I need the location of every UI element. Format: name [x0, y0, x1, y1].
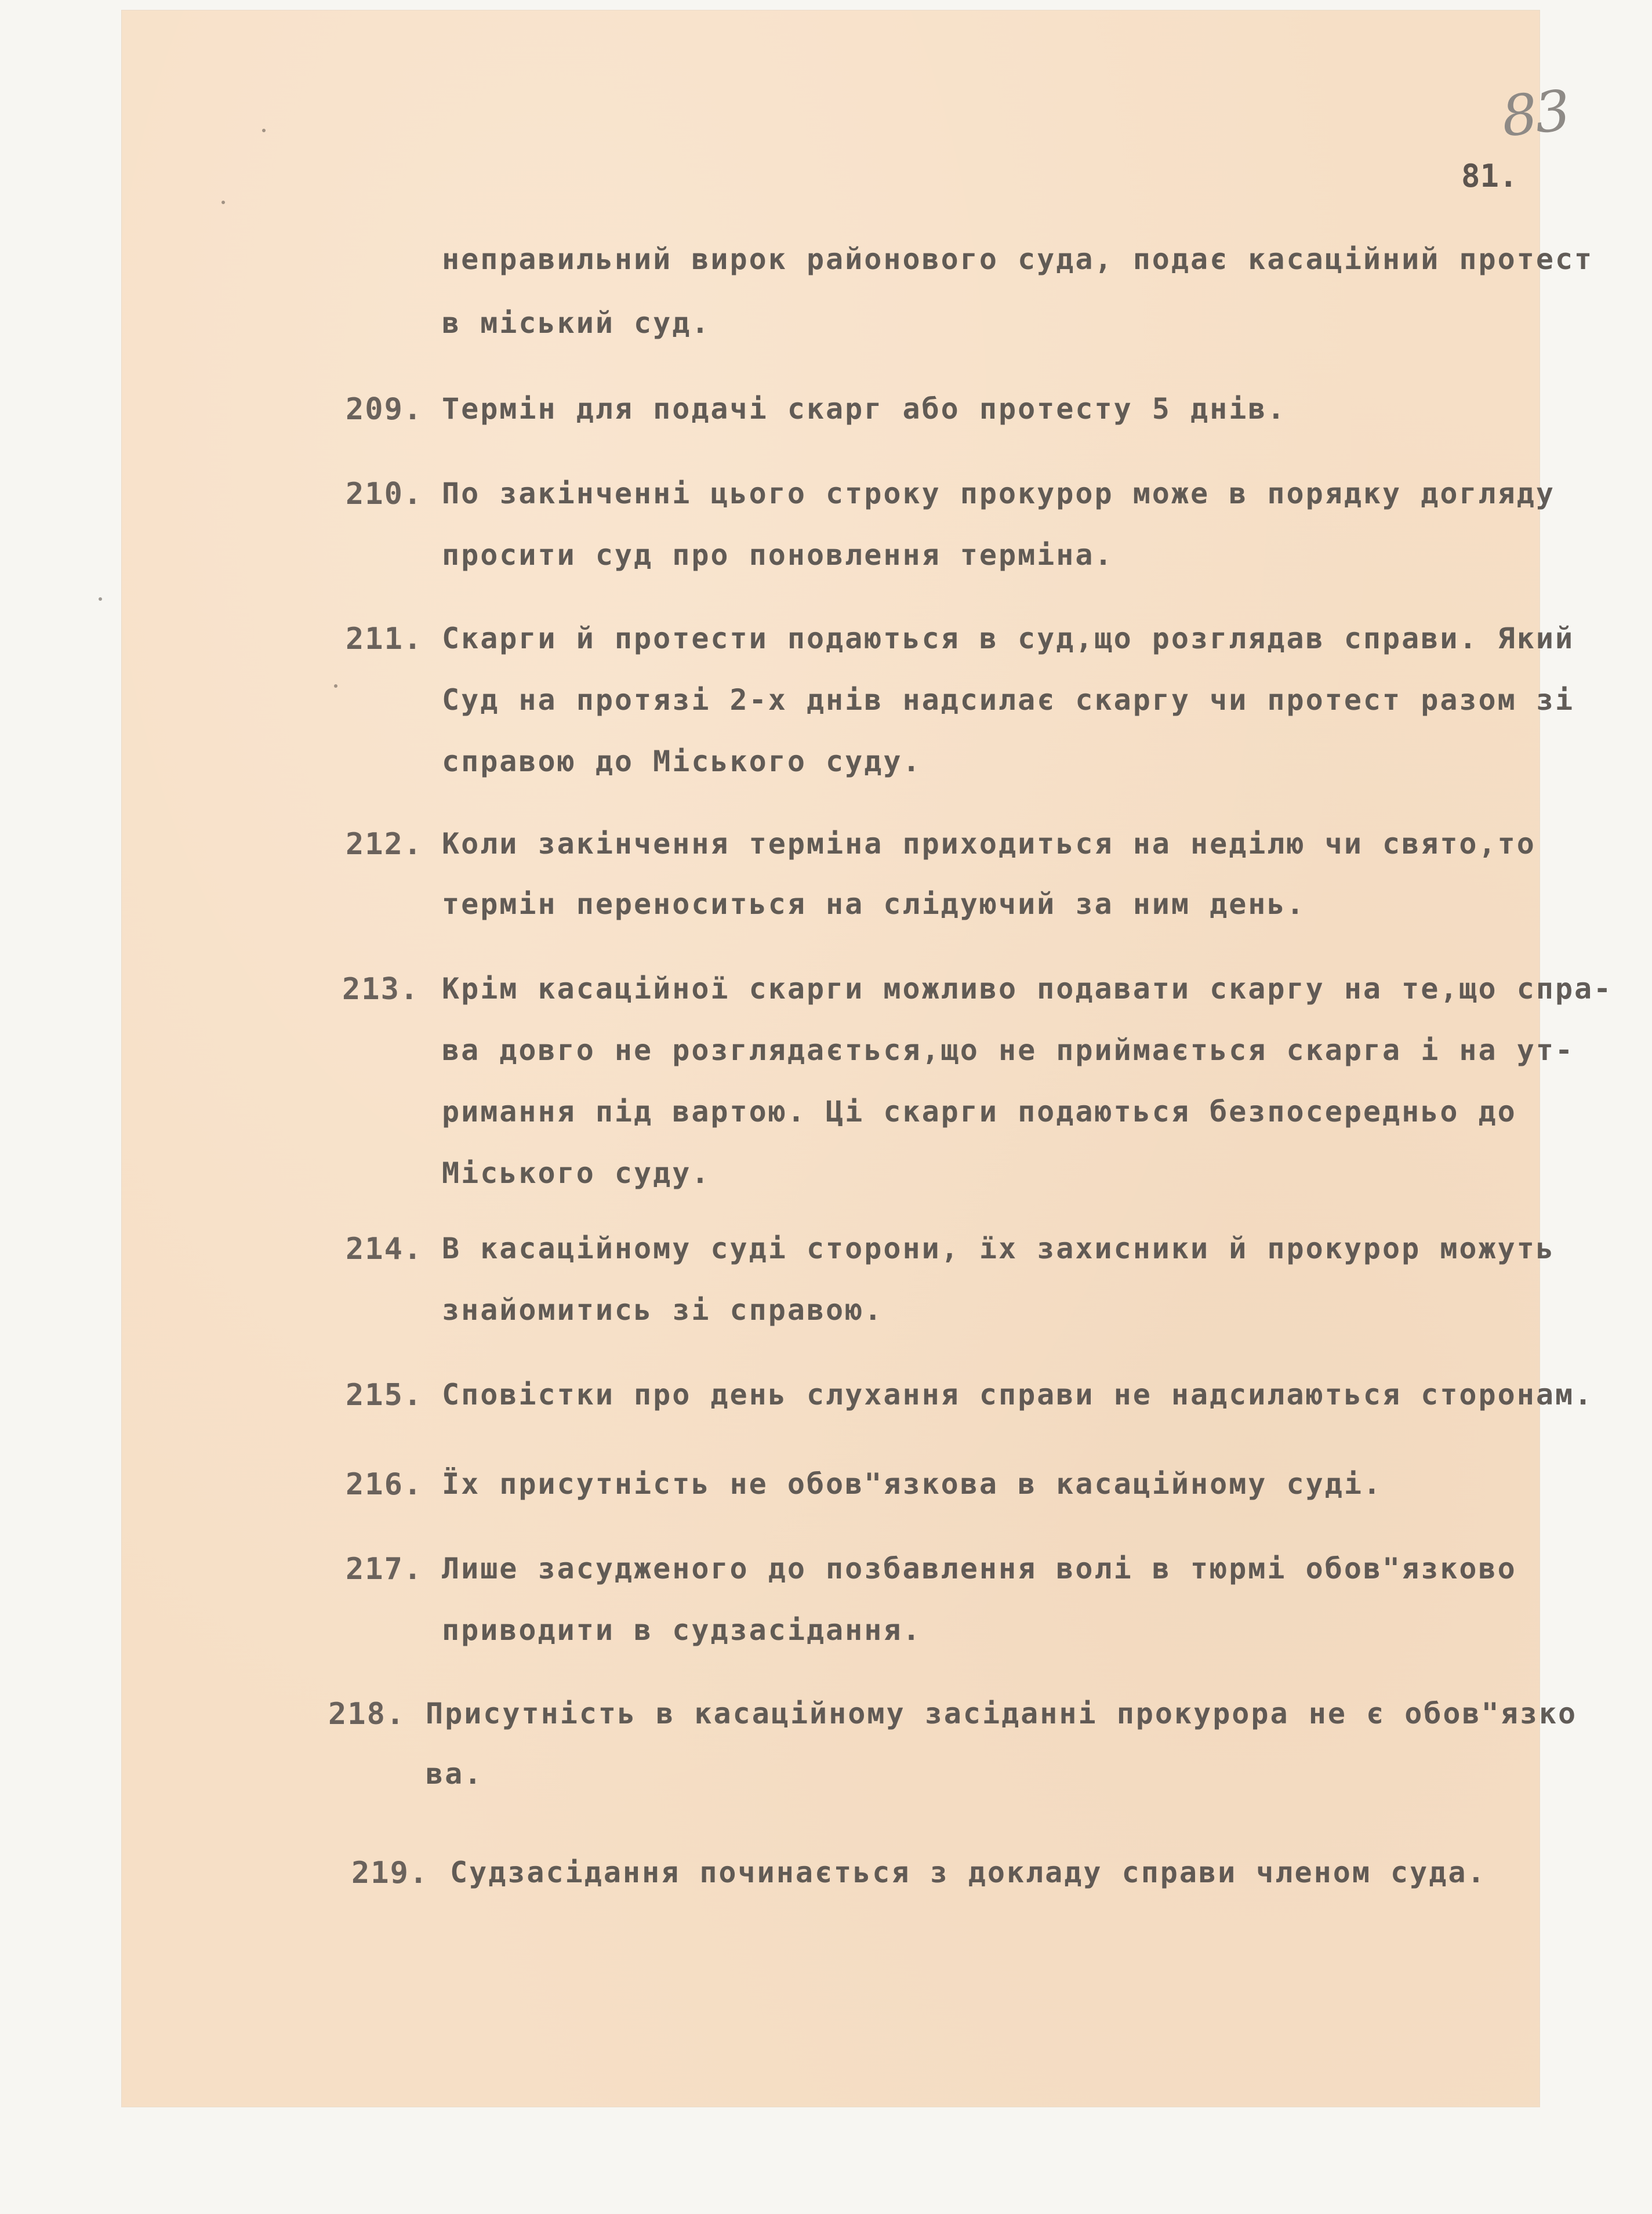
item-line: Їх присутність не обов"язкова в касаційному суді.: [442, 1467, 1383, 1501]
item-line: справою до Міського суду.: [442, 745, 922, 778]
item-line: В касаційному суді сторони, їх захисники й прокурор можуть: [442, 1232, 1555, 1265]
intro-line: неправильний вирок районового суда, подає касаційний протест: [442, 242, 1594, 276]
edge-speck: [334, 684, 337, 688]
archive-folio-number: 83: [1498, 78, 1571, 150]
item-number: 210.: [346, 477, 423, 511]
edge-speck: [99, 597, 102, 601]
item-number: 219.: [351, 1856, 429, 1890]
item-number: 213.: [342, 972, 420, 1007]
item-number: 218.: [328, 1697, 406, 1732]
item-line: По закінченні цього строку прокурор може в порядку догляду: [442, 477, 1555, 510]
item-line: термін переноситься на слідуючий за ним день.: [442, 887, 1306, 921]
item-line: приводити в судзасідання.: [442, 1613, 922, 1647]
item-number: 214.: [346, 1232, 423, 1266]
page-number: 81.: [1461, 158, 1518, 194]
edge-speck: [222, 201, 225, 204]
item-line: Коли закінчення терміна приходиться на неділю чи свято,то: [442, 827, 1536, 861]
item-line: римання під вартою. Ці скарги подаються безпосередньо до: [442, 1095, 1517, 1128]
item-line: Термін для подачі скарг або протесту 5 днів.: [442, 392, 1287, 426]
item-number: 212.: [346, 827, 423, 862]
item-line: Скарги й протести подаються в суд,що розглядав справи. Який: [442, 622, 1575, 655]
item-number: 217.: [346, 1552, 423, 1587]
item-line: ва довго не розглядається,що не приймається скарга і на ут-: [442, 1033, 1575, 1067]
item-line: Судзасідання починається з докладу справи членом суда.: [450, 1856, 1487, 1889]
item-line: Суд на протязі 2-х днів надсилає скаргу чи протест разом зі: [442, 683, 1575, 717]
item-line: ва.: [426, 1757, 484, 1791]
intro-line: в міський суд.: [442, 306, 711, 340]
item-number: 209.: [346, 392, 423, 427]
item-line: Лише засудженого до позбавлення волі в тюрмі обов"язково: [442, 1552, 1517, 1585]
item-line: знайомитись зі справою.: [442, 1293, 884, 1327]
item-number: 211.: [346, 622, 423, 656]
item-line: просити суд про поновлення терміна.: [442, 538, 1114, 572]
item-line: Сповістки про день слухання справи не надсилаються сторонам.: [442, 1378, 1594, 1411]
edge-speck: [262, 129, 266, 132]
item-line: Міського суду.: [442, 1156, 711, 1190]
item-number: 216.: [346, 1467, 423, 1502]
item-line: Крім касаційної скарги можливо подавати скаргу на те,що спра-: [442, 972, 1613, 1006]
item-line: Присутність в касаційному засіданні прокурора не є обов"язко: [426, 1697, 1578, 1730]
item-number: 215.: [346, 1378, 423, 1413]
